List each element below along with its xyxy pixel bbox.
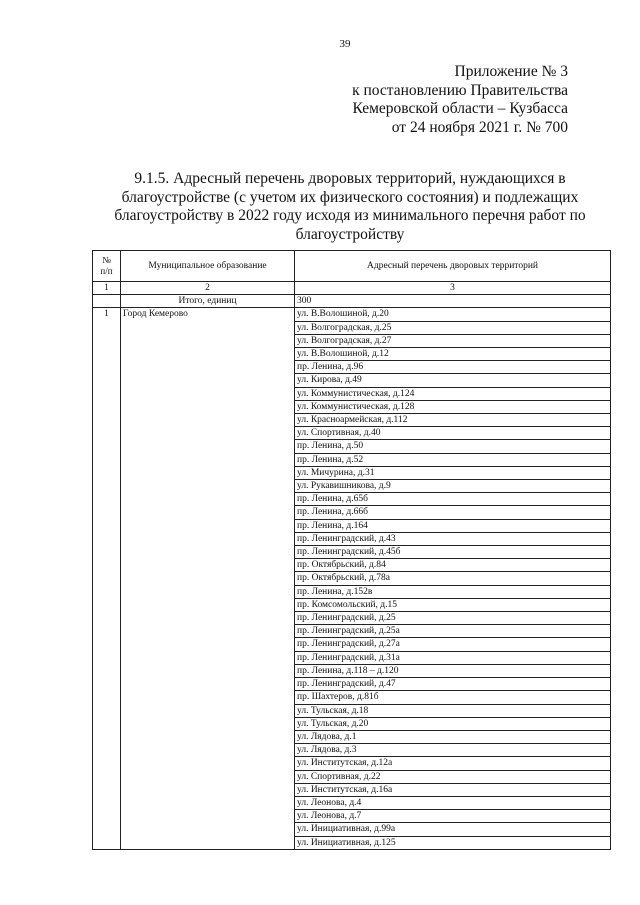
address-cell: ул. Рукавишникова, д.9 [295, 480, 611, 493]
column-number: 3 [295, 282, 611, 295]
table-row [93, 308, 611, 321]
address-cell: пр. Ленинградский, д.43 [295, 532, 611, 545]
appendix-block [288, 63, 568, 137]
address-cell: ул. Лядова, д.3 [295, 744, 611, 757]
table-header-row [93, 251, 611, 282]
total-label: Итого, единиц [121, 295, 295, 308]
address-cell: ул. Спортивная, д.22 [295, 770, 611, 783]
address-cell: ул. Леонова, д.7 [295, 810, 611, 823]
address-cell: ул. Лядова, д.1 [295, 730, 611, 743]
address-cell: пр. Октябрьский, д.84 [295, 559, 611, 572]
total-empty-cell [93, 295, 121, 308]
header-number-symbol: № [102, 255, 111, 265]
address-cell: ул. Институтская, д.12а [295, 757, 611, 770]
address-table [92, 250, 611, 850]
address-cell: ул. Тульская, д.18 [295, 704, 611, 717]
address-cell: пр. Ленина, д.118 – д.120 [295, 664, 611, 677]
address-cell: пр. Ленина, д.50 [295, 440, 611, 453]
address-cell: ул. В.Волошиной, д.20 [295, 308, 611, 321]
address-cell: пр. Ленинградский, д.25а [295, 625, 611, 638]
appendix-line-2: к постановлению Правительства [352, 81, 568, 99]
address-cell: пр. Ленина, д.66б [295, 506, 611, 519]
address-cell: пр. Ленина, д.65б [295, 493, 611, 506]
address-cell: пр. Ленинградский, д.45б [295, 546, 611, 559]
address-cell: пр. Ленинградский, д.25 [295, 612, 611, 625]
appendix-line-3: Кемеровской области – Кузбасса [352, 100, 568, 117]
appendix-line-1: Приложение № 3 [454, 63, 568, 80]
address-cell: ул. Коммунистическая, д.128 [295, 400, 611, 413]
address-cell: ул. Красноармейская, д.112 [295, 414, 611, 427]
document-title: 9.1.5. Адресный перечень дворовых территорий, нуждающихся в благоустройстве (с учетом их физического состояния) и подлежащих благоустройству в 2022 году исходя из минимального перечня работ по благоустройству [114, 170, 586, 243]
address-cell: пр. Ленина, д.152в [295, 585, 611, 598]
address-cell: ул. Мичурина, д.31 [295, 466, 611, 479]
address-cell: ул. Инициативная, д.125 [295, 836, 611, 849]
address-cell: пр. Ленина, д.96 [295, 361, 611, 374]
address-cell: ул. Инициативная, д.99а [295, 823, 611, 836]
header-number-abbr: п/п [100, 266, 113, 276]
address-cell: пр. Ленинградский, д.47 [295, 678, 611, 691]
address-cell: пр. Ленина, д.164 [295, 519, 611, 532]
column-numbers-row [93, 282, 611, 295]
address-cell: ул. Спортивная, д.40 [295, 427, 611, 440]
total-row [93, 295, 611, 308]
appendix-line-4: от 24 ноября 2021 г. № 700 [391, 118, 568, 136]
address-cell: ул. В.Волошиной, д.12 [295, 348, 611, 361]
address-cell: пр. Шахтеров, д.81б [295, 691, 611, 704]
address-cell: ул. Волгоградская, д.27 [295, 334, 611, 347]
total-value: 300 [295, 295, 611, 308]
address-cell: ул. Институтская, д.16а [295, 783, 611, 796]
header-addresses: Адресный перечень дворовых территорий [295, 251, 611, 282]
address-cell: ул. Леонова, д.4 [295, 796, 611, 809]
header-number [93, 251, 121, 282]
address-cell: ул. Кирова, д.49 [295, 374, 611, 387]
address-cell: ул. Волгоградская, д.25 [295, 321, 611, 334]
page-number: 39 [339, 38, 351, 50]
row-number: 1 [93, 308, 121, 849]
address-cell: пр. Ленинградский, д.31а [295, 651, 611, 664]
address-cell: ул. Коммунистическая, д.124 [295, 387, 611, 400]
header-municipality: Муниципальное образование [121, 251, 295, 282]
address-cell: пр. Ленина, д.52 [295, 453, 611, 466]
address-cell: пр. Ленинградский, д.27а [295, 638, 611, 651]
address-cell: ул. Тульская, д.20 [295, 717, 611, 730]
column-number: 2 [121, 282, 295, 295]
address-cell: пр. Комсомольский, д.15 [295, 598, 611, 611]
row-municipality: Город Кемерово [121, 308, 295, 849]
column-number: 1 [93, 282, 121, 295]
address-cell: пр. Октябрьский, д.78а [295, 572, 611, 585]
